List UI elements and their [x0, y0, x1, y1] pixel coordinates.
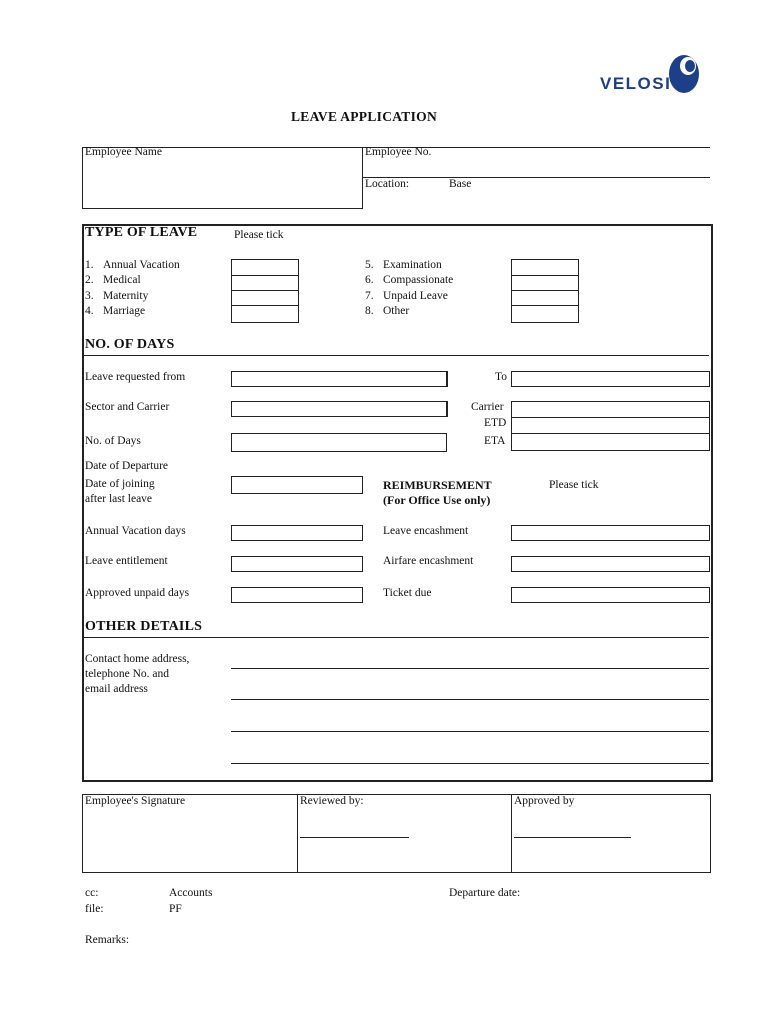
reimbursement-hint: Please tick — [549, 479, 599, 491]
reimbursement-subheading: (For Office Use only) — [383, 493, 491, 507]
page-title: LEAVE APPLICATION — [291, 109, 438, 124]
leave-type-7-label: Unpaid Leave — [383, 290, 448, 302]
type-of-leave-hint: Please tick — [234, 229, 284, 241]
leave-entitlement-field[interactable] — [231, 556, 363, 572]
leave-requested-from-field[interactable] — [231, 371, 448, 387]
contact-line-3[interactable] — [231, 731, 709, 732]
leave-type-5-label: Examination — [383, 259, 442, 271]
leave-type-left-checkboxes — [231, 259, 299, 323]
leave-requested-from-label: Leave requested from — [85, 371, 186, 383]
eta-label: ETA — [484, 435, 506, 447]
etd-label: ETD — [484, 417, 507, 429]
leave-type-right-checkboxes — [511, 259, 579, 323]
sector-carrier-field[interactable] — [231, 401, 448, 417]
employee-no-label: Employee No. — [365, 146, 432, 158]
reviewed-by-line[interactable] — [300, 837, 409, 838]
location-label: Location: — [365, 178, 410, 190]
employee-signature-label: Employee's Signature — [85, 795, 186, 807]
logo-globe-icon — [666, 52, 702, 96]
logo-text: VELOSI — [600, 74, 672, 93]
cc-value: Accounts — [169, 887, 213, 899]
leave-type-8-label: Other — [383, 305, 410, 317]
contact-line-1[interactable] — [231, 668, 709, 669]
checkbox-maternity[interactable] — [232, 290, 298, 306]
cc-label: cc: — [85, 887, 99, 899]
leave-type-6-label: Compassionate — [383, 274, 454, 286]
leave-type-2-num: 2. — [85, 274, 94, 286]
carrier-label: Carrier — [471, 401, 504, 413]
airfare-encashment-field[interactable] — [511, 556, 710, 572]
carrier-field[interactable] — [512, 402, 709, 418]
contact-label-line1: Contact home address, — [85, 653, 190, 665]
type-of-leave-heading: TYPE OF LEAVE — [85, 225, 198, 240]
etd-field[interactable] — [512, 418, 709, 434]
leave-type-1-label: Annual Vacation — [103, 259, 180, 271]
checkbox-unpaid-leave[interactable] — [512, 290, 578, 306]
remarks-label: Remarks: — [85, 934, 130, 946]
sector-carrier-label: Sector and Carrier — [85, 401, 170, 413]
leave-type-1-num: 1. — [85, 259, 94, 271]
leave-type-8-num: 8. — [365, 305, 374, 317]
airfare-encashment-label: Airfare encashment — [383, 555, 474, 567]
contact-label-line2: telephone No. and — [85, 668, 169, 680]
reimbursement-heading: REIMBURSEMENT — [383, 478, 492, 492]
checkbox-medical[interactable] — [232, 275, 298, 291]
reviewed-by-label: Reviewed by: — [300, 795, 364, 807]
other-details-heading: OTHER DETAILS — [85, 619, 203, 634]
leave-type-7-num: 7. — [365, 290, 374, 302]
checkbox-annual-vacation[interactable] — [232, 260, 298, 276]
approved-unpaid-days-label: Approved unpaid days — [85, 587, 190, 599]
after-last-leave-label: after last leave — [85, 493, 153, 505]
location-value: Base — [449, 178, 472, 190]
leave-entitlement-label: Leave entitlement — [85, 555, 168, 567]
to-label: To — [495, 371, 507, 383]
no-of-days-label: No. of Days — [85, 435, 141, 447]
annual-vacation-days-field[interactable] — [231, 525, 363, 541]
file-value: PF — [169, 903, 182, 915]
contact-line-2[interactable] — [231, 699, 709, 700]
file-label: file: — [85, 903, 104, 915]
ticket-due-label: Ticket due — [383, 587, 432, 599]
approved-by-line[interactable] — [514, 837, 631, 838]
date-of-departure-label: Date of Departure — [85, 460, 169, 472]
approved-unpaid-days-field[interactable] — [231, 587, 363, 603]
employee-signature-field[interactable] — [84, 812, 294, 870]
to-field[interactable] — [511, 371, 710, 387]
employee-no-field[interactable] — [444, 149, 708, 175]
checkbox-marriage[interactable] — [232, 305, 298, 321]
date-of-joining-field[interactable] — [231, 476, 363, 494]
leave-type-4-label: Marriage — [103, 305, 146, 317]
checkbox-examination[interactable] — [512, 260, 578, 276]
contact-line-4[interactable] — [231, 763, 709, 764]
contact-label-line3: email address — [85, 683, 148, 695]
approved-by-label: Approved by — [514, 795, 575, 807]
departure-date-label: Departure date: — [449, 887, 521, 899]
checkbox-compassionate[interactable] — [512, 275, 578, 291]
leave-encashment-label: Leave encashment — [383, 525, 469, 537]
date-of-joining-label: Date of joining — [85, 478, 155, 490]
annual-vacation-days-label: Annual Vacation days — [85, 525, 186, 537]
checkbox-other[interactable] — [512, 305, 578, 321]
employee-name-field[interactable] — [84, 160, 360, 206]
leave-type-3-label: Maternity — [103, 290, 149, 302]
eta-field[interactable] — [512, 434, 709, 450]
company-logo — [600, 52, 705, 98]
leave-type-4-num: 4. — [85, 305, 94, 317]
carrier-etd-eta-fields — [511, 401, 710, 451]
leave-encashment-field[interactable] — [511, 525, 710, 541]
no-of-days-heading: NO. OF DAYS — [85, 337, 175, 352]
employee-name-label: Employee Name — [85, 146, 162, 158]
leave-type-5-num: 5. — [365, 259, 374, 271]
leave-type-2-label: Medical — [103, 274, 141, 286]
leave-type-6-num: 6. — [365, 274, 374, 286]
ticket-due-field[interactable] — [511, 587, 710, 603]
no-of-days-field[interactable] — [231, 433, 447, 452]
leave-type-3-num: 3. — [85, 290, 94, 302]
